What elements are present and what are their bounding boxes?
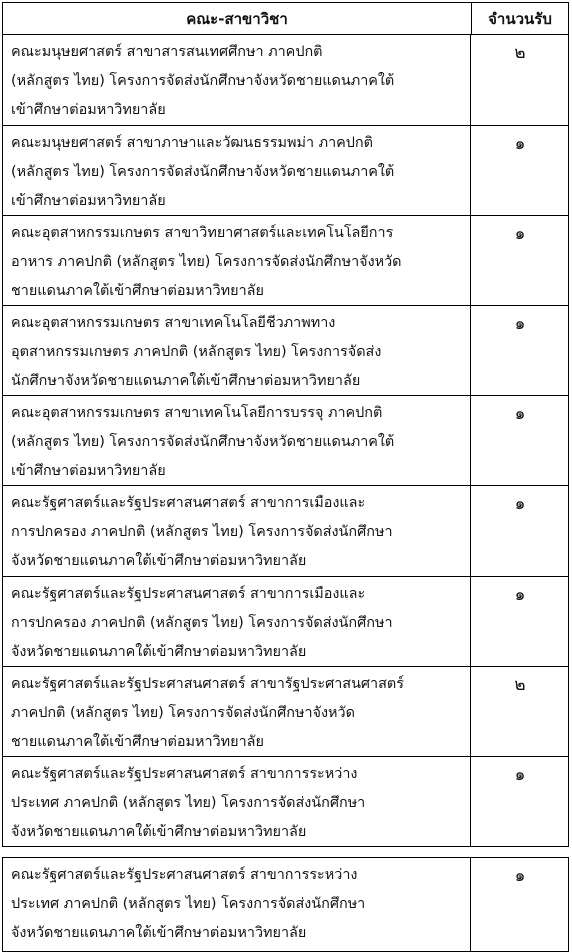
table-row	[2, 126, 569, 216]
program-cell	[3, 35, 471, 125]
program-line: คณะมนุษยศาสตร์ สาขาสารสนเทศศึกษา ภาคปกติ	[11, 44, 323, 60]
program-line: คณะรัฐศาสตร์และรัฐประศาสนศาสตร์ สาขารัฐประศาสนศาสตร์	[11, 676, 404, 692]
quota-cell: ๑	[514, 765, 526, 785]
table-row	[2, 486, 569, 577]
program-line: คณะอุตสาหกรรมเกษตร สาขาวิทยาศาสตร์และเทคโนโลยีการ	[11, 225, 394, 241]
table-row	[2, 35, 569, 126]
table-row	[2, 396, 569, 486]
quota-cell: ๑	[514, 404, 526, 424]
program-cell	[3, 577, 471, 666]
quota-cell: ๑	[514, 866, 526, 886]
program-line: คณะอุตสาหกรรมเกษตร สาขาเทคโนโลยีชีวภาพทาง	[11, 315, 336, 331]
program-line: ภาคปกติ (หลักสูตร ไทย) โครงการจัดส่งนักศึกษาจังหวัด	[11, 705, 355, 721]
program-line: การปกครอง ภาคปกติ (หลักสูตร ไทย) โครงการจัดส่งนักศึกษา	[11, 615, 393, 631]
program-line: คณะอุตสาหกรรมเกษตร สาขาเทคโนโลยีการบรรจุ ภาคปกติ	[11, 405, 383, 421]
program-line: เข้าศึกษาต่อมหาวิทยาลัย	[11, 102, 166, 118]
quota-cell: ๑	[514, 224, 526, 244]
program-line: นักศึกษาจังหวัดชายแดนภาคใต้เข้าศึกษาต่อมหาวิทยาลัย	[11, 373, 361, 389]
table-row	[2, 216, 569, 306]
program-line: (หลักสูตร ไทย) โครงการจัดส่งนักศึกษาจังหวัดชายแดนภาคใต้	[11, 73, 395, 89]
program-line: คณะมนุษยศาสตร์ สาขาภาษาและวัฒนธรรมพม่า ภาคปกติ	[11, 135, 373, 151]
quota-cell: ๑	[514, 134, 526, 154]
table-row	[2, 577, 569, 667]
table-row	[2, 306, 569, 396]
program-line: อุตสาหกรรมเกษตร ภาคปกติ (หลักสูตร ไทย) โครงการจัดส่ง	[11, 344, 382, 360]
program-line: คณะรัฐศาสตร์และรัฐประศาสนศาสตร์ สาขาการเมืองและ	[11, 586, 366, 602]
program-line: จังหวัดชายแดนภาคใต้เข้าศึกษาต่อมหาวิทยาลัย	[11, 925, 307, 941]
program-line: คณะรัฐศาสตร์และรัฐประศาสนศาสตร์ สาขาการเมืองและ	[11, 495, 366, 511]
program-line: การปกครอง ภาคปกติ (หลักสูตร ไทย) โครงการจัดส่งนักศึกษา	[11, 524, 393, 540]
quota-cell: ๑	[514, 585, 526, 605]
header-quota: จำนวนรับ	[488, 9, 552, 28]
table-row	[2, 667, 569, 757]
table-header-row	[2, 2, 569, 35]
program-line: ประเทศ ภาคปกติ (หลักสูตร ไทย) โครงการจัดส่งนักศึกษา	[11, 896, 366, 912]
program-cell	[3, 396, 471, 485]
program-line: จังหวัดชายแดนภาคใต้เข้าศึกษาต่อมหาวิทยาลัย	[11, 824, 307, 840]
quota-cell: ๒	[514, 675, 526, 695]
program-cell	[3, 306, 471, 395]
program-line: คณะรัฐศาสตร์และรัฐประศาสนศาสตร์ สาขาการระหว่าง	[11, 867, 358, 883]
table-row	[2, 757, 569, 847]
program-cell	[3, 486, 471, 576]
program-line: (หลักสูตร ไทย) โครงการจัดส่งนักศึกษาจังหวัดชายแดนภาคใต้	[11, 434, 395, 450]
program-line: ชายแดนภาคใต้เข้าศึกษาต่อมหาวิทยาลัย	[11, 734, 264, 750]
program-cell	[3, 667, 471, 756]
quota-cell: ๒	[514, 43, 526, 63]
program-line: จังหวัดชายแดนภาคใต้เข้าศึกษาต่อมหาวิทยาลัย	[11, 644, 307, 660]
program-line: ประเทศ ภาคปกติ (หลักสูตร ไทย) โครงการจัดส่งนักศึกษา	[11, 795, 366, 811]
program-cell	[3, 216, 471, 305]
program-cell	[3, 126, 471, 215]
program-line: จังหวัดชายแดนภาคใต้เข้าศึกษาต่อมหาวิทยาลัย	[11, 553, 307, 569]
table-row	[2, 857, 569, 952]
program-cell	[3, 757, 471, 846]
program-line: ชายแดนภาคใต้เข้าศึกษาต่อมหาวิทยาลัย	[11, 283, 264, 299]
quota-cell: ๑	[514, 494, 526, 514]
program-line: เข้าศึกษาต่อมหาวิทยาลัย	[11, 463, 166, 479]
program-line: คณะรัฐศาสตร์และรัฐประศาสนศาสตร์ สาขาการระหว่าง	[11, 766, 358, 782]
program-line: เข้าศึกษาต่อมหาวิทยาลัย	[11, 193, 166, 209]
program-line: อาหาร ภาคปกติ (หลักสูตร ไทย) โครงการจัดส่งนักศึกษาจังหวัด	[11, 254, 402, 270]
program-line: (หลักสูตร ไทย) โครงการจัดส่งนักศึกษาจังหวัดชายแดนภาคใต้	[11, 164, 395, 180]
quota-cell: ๑	[514, 314, 526, 334]
header-program: คณะ-สาขาวิชา	[3, 3, 472, 34]
program-cell	[3, 858, 471, 951]
